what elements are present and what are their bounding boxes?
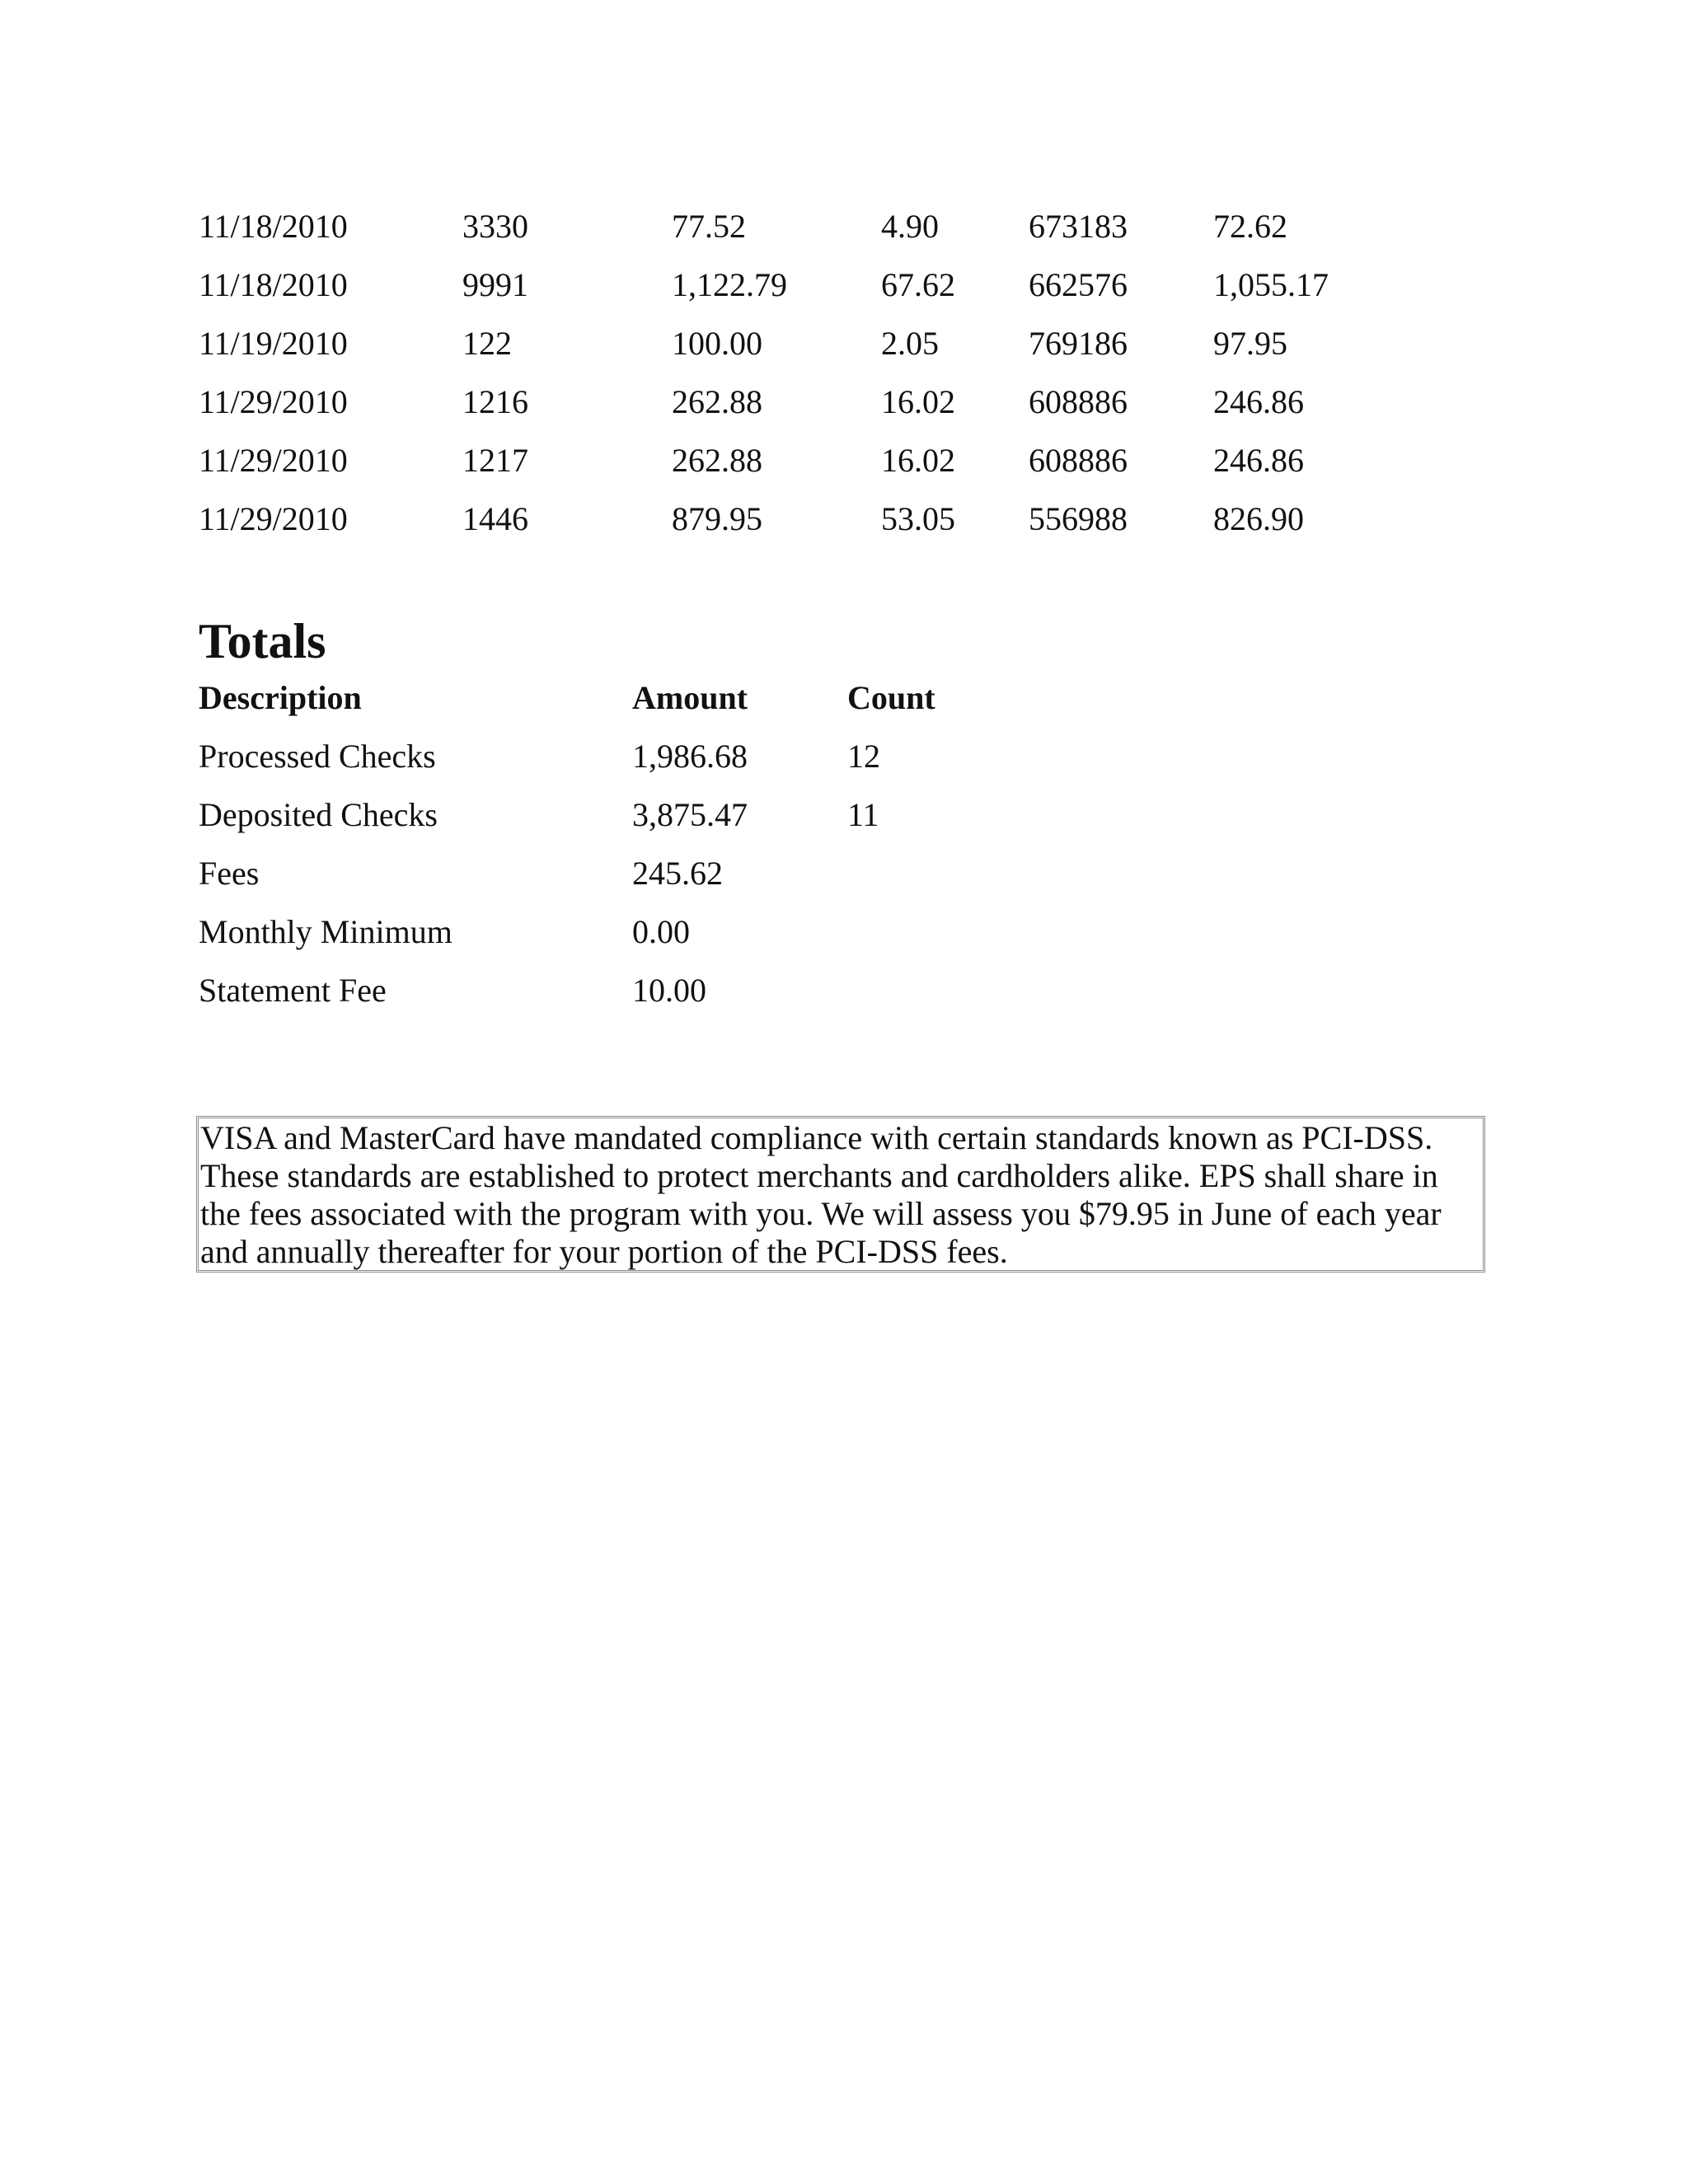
description-cell: Statement Fee — [199, 972, 387, 1009]
reference-cell: 556988 — [1029, 500, 1128, 537]
date-cell: 11/29/2010 — [199, 500, 348, 537]
check-number-cell: 1216 — [462, 383, 528, 420]
fee-cell: 67.62 — [881, 266, 955, 303]
net-cell: 826.90 — [1213, 500, 1304, 537]
date-cell: 11/29/2010 — [199, 442, 348, 479]
net-cell: 246.86 — [1213, 383, 1304, 420]
fee-cell: 16.02 — [881, 383, 955, 420]
net-cell: 97.95 — [1213, 325, 1287, 362]
description-cell: Processed Checks — [199, 738, 436, 775]
fee-cell: 2.05 — [881, 325, 939, 362]
check-number-cell: 1217 — [462, 442, 528, 479]
amount-cell: 262.88 — [672, 442, 762, 479]
check-number-cell: 1446 — [462, 500, 528, 537]
count-cell: 11 — [847, 796, 879, 833]
reference-cell: 673183 — [1029, 208, 1128, 245]
amount-cell: 262.88 — [672, 383, 762, 420]
date-cell: 11/29/2010 — [199, 383, 348, 420]
description-cell: Fees — [199, 855, 260, 892]
check-number-cell: 122 — [462, 325, 512, 362]
description-header: Description — [199, 679, 362, 716]
count-header: Count — [847, 679, 935, 716]
net-cell: 72.62 — [1213, 208, 1287, 245]
amount-cell: 10.00 — [632, 972, 706, 1009]
reference-cell: 662576 — [1029, 266, 1128, 303]
date-cell: 11/18/2010 — [199, 208, 348, 245]
fee-cell: 4.90 — [881, 208, 939, 245]
reference-cell: 608886 — [1029, 442, 1128, 479]
amount-cell: 879.95 — [672, 500, 762, 537]
fee-cell: 16.02 — [881, 442, 955, 479]
net-cell: 246.86 — [1213, 442, 1304, 479]
check-number-cell: 9991 — [462, 266, 528, 303]
date-cell: 11/18/2010 — [199, 266, 348, 303]
amount-cell: 1,122.79 — [672, 266, 787, 303]
amount-cell: 100.00 — [672, 325, 762, 362]
amount-cell: 245.62 — [632, 855, 723, 892]
net-cell: 1,055.17 — [1213, 266, 1329, 303]
fee-cell: 53.05 — [881, 500, 955, 537]
description-cell: Deposited Checks — [199, 796, 438, 833]
check-number-cell: 3330 — [462, 208, 528, 245]
description-cell: Monthly Minimum — [199, 913, 452, 950]
amount-cell: 77.52 — [672, 208, 746, 245]
pci-dss-notice: VISA and MasterCard have mandated compliance with certain standards known as PCI-DSS. These standards are established to protect merchants and cardholders alike. EPS shall share in the fees associated with the program with you. We will assess you $79.95 in June of each year and annually thereafter for your portion of the PCI-DSS fees. — [196, 1116, 1485, 1272]
amount-header: Amount — [632, 679, 748, 716]
count-cell: 12 — [847, 738, 880, 775]
amount-cell: 3,875.47 — [632, 796, 748, 833]
amount-cell: 1,986.68 — [632, 738, 748, 775]
reference-cell: 769186 — [1029, 325, 1128, 362]
amount-cell: 0.00 — [632, 913, 690, 950]
totals-heading: Totals — [199, 614, 326, 668]
date-cell: 11/19/2010 — [199, 325, 348, 362]
reference-cell: 608886 — [1029, 383, 1128, 420]
